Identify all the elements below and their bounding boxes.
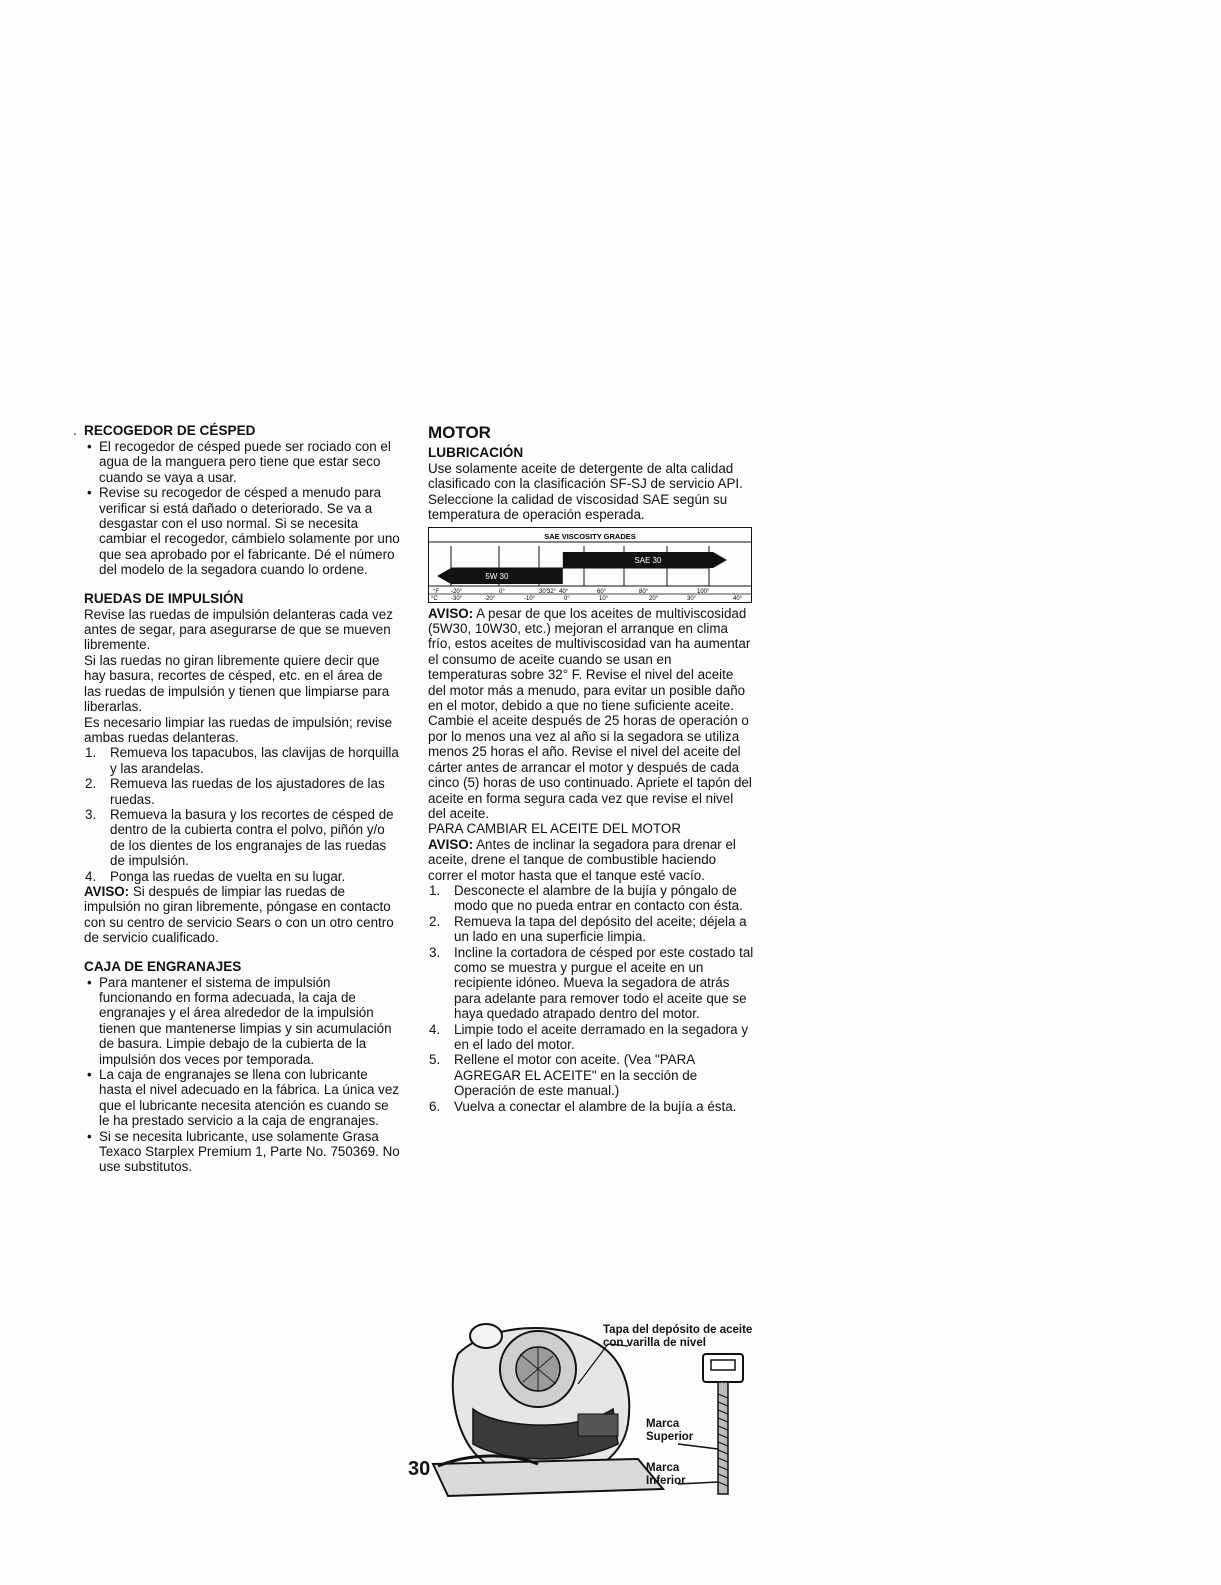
series-label-sae-30: SAE 30 xyxy=(634,555,662,565)
fahrenheit-tick-label: -20° xyxy=(451,588,463,595)
list-item: • Para mantener el sistema de impulsión funcionando en forma adecuada, la caja de engranajes y el área alrededor de la impulsión tienen que mantenerse limpias y sin acumulación de basura. Limpie debajo de la cubierta de la impulsión dos veces por temporada. xyxy=(84,975,402,1067)
section-title-gearbox: CAJA DE ENGRANAJES xyxy=(84,958,242,974)
list-item: 3. Remueva la basura y los recortes de césped de dentro de la cubierta contra el polvo, piñón y/o de los dientes de los engranajes de las ruedas de impulsión. xyxy=(85,806,394,869)
notice-label: AVISO: xyxy=(84,883,130,899)
paragraph: Es necesario limpiar las ruedas de impulsión; revise ambas ruedas delanteras. xyxy=(84,714,393,745)
section-grass-catcher xyxy=(73,423,402,578)
list-item: 2. Remueva las ruedas de los ajustadores de las ruedas. xyxy=(85,776,385,807)
section-title-motor: MOTOR xyxy=(428,423,491,442)
right-column xyxy=(428,423,754,1114)
paragraph: Cambie el aceite después de 25 horas de operación o por lo menos una vez al año si la segadora se utiliza menos 25 horas el año. Revise el nivel del aceite del cárter antes de arrancar el motor y después de cada cinco (5) horas de uso continuado. Apriete el tapón del aceite en forma segura cada vez que revise el nivel del aceite. xyxy=(428,713,752,821)
section-title-drive-wheels: RUEDAS DE IMPULSIÓN xyxy=(84,590,244,606)
oil-change-steps xyxy=(428,883,754,1114)
fahrenheit-tick-label: 80° xyxy=(639,588,649,595)
fahrenheit-tick-label: 32° xyxy=(547,588,557,595)
list-item: 5. Rellene el motor con aceite. (Vea "PARA AGREGAR EL ACEITE" en la sección de Operación de este manual.) xyxy=(429,1052,698,1099)
fahrenheit-tick-label: 30° xyxy=(539,588,549,595)
fahrenheit-tick-label: 100° xyxy=(697,588,710,595)
celsius-tick-label: 20° xyxy=(649,595,659,602)
section-drive-wheels xyxy=(84,591,402,946)
list-item: • Revise su recogedor de césped a menudo para verificar si está dañado o deteriorado. Se va a desgastar con el uso normal. Si se necesita cambiar el recogedor, cámbielo solamente por uno que sea aprobado por el fabricante. Dé el número del modelo de la segadora cuando lo ordene. xyxy=(84,485,402,577)
notice-label: AVISO: xyxy=(428,605,474,621)
celsius-tick-label: 40° xyxy=(733,595,743,602)
list-item: 2. Remueva la tapa del depósito del aceite; déjela a un lado en una superficie limpia. xyxy=(429,913,747,945)
fahrenheit-tick-label: °F xyxy=(433,588,440,595)
drive-wheels-steps xyxy=(84,745,402,884)
list-item: 1. Remueva los tapacubos, las clavijas de horquilla y las arandelas. xyxy=(85,745,399,776)
notice-paragraph: AVISO: Si después de limpiar las ruedas de impulsión no giran libremente, póngase en contacto con su centro de servicio Sears o con un otro centro de servicio cualificado. xyxy=(84,883,394,946)
list-item: • La caja de engranajes se llena con lubricante hasta el nivel adecuado en la fábrica. La única vez que el lubricante necesita atención es cuando se le ha prestado servicio a la caja de engranajes. xyxy=(84,1067,402,1129)
list-item: 6. Vuelva a conectar el alambre de la bujía a ésta. xyxy=(429,1098,737,1114)
subsection-title-oil-change: PARA CAMBIAR EL ACEITE DEL MOTOR xyxy=(428,821,681,837)
subsection-title-lubrication: LUBRICACIÓN xyxy=(428,445,524,460)
celsius-tick-label: 30° xyxy=(687,595,697,602)
section-gearbox xyxy=(84,959,402,1175)
lower-mark-label: Marca Inferior xyxy=(646,1462,686,1487)
notice-paragraph: AVISO: A pesar de que los aceites de multiviscosidad (5W30, 10W30, etc.) mejoran el arranque en clima frío, estos aceites de multiviscosidad van ha aumentar el consumo de aceite cuando se usan en temperaturas sobre 32° F. Revise el nivel del aceite del motor más a menudo, para evitar un posible daño en el motor, debido a que no tiene suficiente aceite. xyxy=(428,605,751,714)
left-column xyxy=(73,423,402,1175)
notice-paragraph: AVISO: Antes de inclinar la segadora para drenar el aceite, drene el tanque de combustible haciendo correr el motor hasta que el tanque esté vacío. xyxy=(428,836,736,883)
celsius-tick-label: 0° xyxy=(564,595,570,602)
list-item: • El recogedor de césped puede ser rociado con el agua de la manguera pero tiene que estar seco cuando se vaya a usar. xyxy=(84,439,402,485)
list-item: • Si se necesita lubricante, use solamente Grasa Texaco Starplex Premium 1, Parte No. 750369. No use substitutos. xyxy=(84,1129,402,1175)
upper-mark-label: Marca Superior xyxy=(646,1418,694,1443)
list-item: 4. Ponga las ruedas de vuelta en su lugar. xyxy=(85,868,346,884)
series-label-5w-30: 5W 30 xyxy=(485,571,509,581)
list-item: 3. Incline la cortadora de césped por este costado tal como se muestra y purgue el aceite en un recipiente idóneo. Mueva la segadora de atrás para adelante para remover todo el aceite que se haya quedado atrapado dentro del motor. xyxy=(429,944,754,1022)
chart-canvas xyxy=(429,528,751,602)
celsius-tick-label: -30° xyxy=(451,595,463,602)
list-item: 1. Desconecte el alambre de la bujía y póngalo de modo que no pueda entrar en contacto con ésta. xyxy=(429,882,743,914)
celsius-tick-label: °C xyxy=(431,595,438,602)
celsius-tick-label: 10° xyxy=(599,595,609,602)
page-number: 30 xyxy=(408,1458,431,1480)
celsius-tick-label: -20° xyxy=(484,595,496,602)
paragraph: Use solamente aceite de detergente de alta calidad clasificado con la clasificación SF-SJ de servicio API. Seleccione la calidad de viscosidad SAE según su temperatura de operación esperada. xyxy=(428,461,743,523)
engine-dipstick-illustration xyxy=(428,1314,758,1504)
section-title-grass-catcher: RECOGEDOR DE CÉSPED xyxy=(84,423,256,438)
dipstick-callout-label: Tapa del depósito de aceite con varilla de nivel xyxy=(603,1324,753,1349)
paragraph: Revise las ruedas de impulsión delanteras cada vez antes de segar, para asegurarse de que se mueven libremente. xyxy=(84,606,393,653)
fahrenheit-tick-label: 60° xyxy=(597,588,607,595)
sae-viscosity-chart xyxy=(428,527,752,603)
notice-label: AVISO: xyxy=(428,836,474,852)
celsius-tick-label: -10° xyxy=(524,595,536,602)
fahrenheit-tick-label: 0° xyxy=(499,588,505,595)
list-item: 4. Limpie todo el aceite derramado en la segadora y en el lado del motor. xyxy=(429,1021,749,1052)
gearbox-bullets xyxy=(84,975,402,1175)
fahrenheit-tick-label: 40° xyxy=(559,588,569,595)
section-lead-mark: . xyxy=(73,423,77,438)
grass-catcher-bullets xyxy=(84,439,402,578)
chart-title: SAE VISCOSITY GRADES xyxy=(544,531,636,541)
paragraph: Si las ruedas no giran libremente quiere decir que hay basura, recortes de césped, etc. en el área de las ruedas de impulsión y tienen que limpiarse para liberarlas. xyxy=(84,652,390,715)
